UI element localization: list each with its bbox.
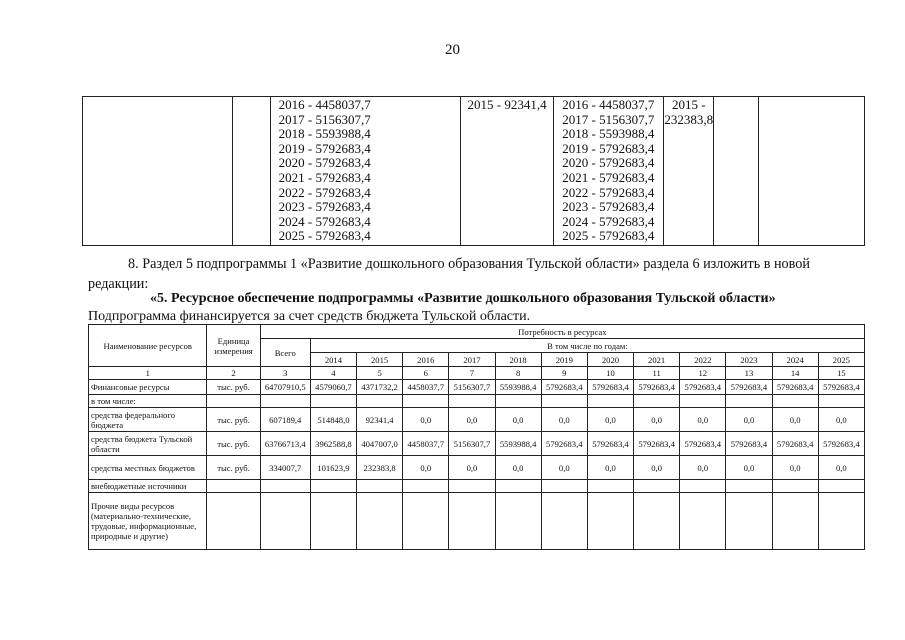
year-value-cell: 5156307,7 [449, 432, 495, 456]
year-value-cell [634, 493, 680, 550]
year-value-cell: 0,0 [587, 456, 633, 480]
year-value-cell [818, 395, 864, 408]
year-value-cell: 232383,8 [357, 456, 403, 480]
empty-cell [232, 97, 270, 246]
year-value-cell [726, 493, 772, 550]
year-value-cell: 5792683,4 [726, 432, 772, 456]
resource-name: средства бюджета Тульской области [89, 432, 207, 456]
funding-line: Подпрограмма финансируется за счет средств бюджета Тульской области. [88, 309, 531, 324]
total-cell: 607189,4 [260, 408, 310, 432]
page-number: 20 [445, 42, 460, 58]
total-cell: 64707910,5 [260, 380, 310, 395]
year-value-cell [634, 395, 680, 408]
year-value-cell [726, 480, 772, 493]
year-value-cell [680, 493, 726, 550]
year-value-cell [310, 480, 356, 493]
column-number: 2 [207, 367, 260, 380]
year-value-cell: 4047007,0 [357, 432, 403, 456]
year-value-cell [403, 395, 449, 408]
year-amount-line: 2023 - 5792683,4 [562, 199, 655, 215]
year-value-cell: 0,0 [634, 456, 680, 480]
column-number: 3 [260, 367, 310, 380]
total-cell [260, 480, 310, 493]
year-value-cell: 3962588,8 [310, 432, 356, 456]
year-amount-line: 2016 - 4458037,7 [562, 97, 655, 112]
year-value-cell: 0,0 [449, 408, 495, 432]
year-value-cell [403, 480, 449, 493]
resource-name: внебюджетные источники [89, 480, 207, 493]
year-value-cell [680, 395, 726, 408]
year-value-cell [357, 493, 403, 550]
resource-name: Прочие виды ресурсов (материально-технические, трудовые, информационные, природные и другие) [89, 493, 207, 550]
year-value-cell: 0,0 [772, 456, 818, 480]
year-amount-line: 2025 - 5792683,4 [562, 228, 655, 244]
column-number: 5 [357, 367, 403, 380]
year-header-2019: 2019 [541, 353, 587, 367]
year-value-cell: 0,0 [495, 408, 541, 432]
year-header-2015: 2015 [357, 353, 403, 367]
empty-cell [714, 97, 758, 246]
unit-cell [207, 480, 260, 493]
year-value-cell [680, 480, 726, 493]
year-value-cell: 5593988,4 [495, 380, 541, 395]
year-value-cell: 0,0 [818, 408, 864, 432]
year-value-cell [587, 395, 633, 408]
year-header-2025: 2025 [818, 353, 864, 367]
federal-2015-cell: 2015 - 92341,4 [460, 97, 553, 246]
year-value-cell [449, 395, 495, 408]
year-value-cell: 101623,9 [310, 456, 356, 480]
column-number: 8 [495, 367, 541, 380]
year-value-cell: 5792683,4 [772, 380, 818, 395]
total-cell [260, 395, 310, 408]
column-number: 9 [541, 367, 587, 380]
header-unit: Единица измерения [207, 325, 260, 367]
year-value-cell: 92341,4 [357, 408, 403, 432]
year-value-cell: 0,0 [726, 408, 772, 432]
years-list-a [270, 97, 460, 246]
header-by-years: В том числе по годам: [310, 339, 864, 353]
year-value-cell: 0,0 [726, 456, 772, 480]
column-number: 7 [449, 367, 495, 380]
year-value-cell: 5792683,4 [726, 380, 772, 395]
unit-cell [207, 493, 260, 550]
unit-cell [207, 395, 260, 408]
year-amount-line: 2019 - 5792683,4 [278, 140, 371, 156]
year-value-cell: 0,0 [403, 408, 449, 432]
column-number: 6 [403, 367, 449, 380]
year-amount-line: 2020 - 5792683,4 [278, 155, 371, 171]
table-row [89, 408, 865, 432]
table-row [89, 380, 865, 395]
year-amount-line: 2017 - 5156307,7 [278, 111, 371, 127]
unit-cell: тыс. руб. [207, 380, 260, 395]
year-value-cell [818, 493, 864, 550]
year-value-cell [818, 480, 864, 493]
header-need: Потребность в ресурсах [260, 325, 864, 339]
year-header-2014: 2014 [310, 353, 356, 367]
column-number: 15 [818, 367, 864, 380]
year-value-cell: 5792683,4 [772, 432, 818, 456]
year-value-cell [357, 480, 403, 493]
year-value-cell: 5792683,4 [680, 380, 726, 395]
year-value-cell: 5593988,4 [495, 432, 541, 456]
year-amount-line: 2018 - 5593988,4 [278, 126, 371, 142]
year-value-cell: 0,0 [680, 408, 726, 432]
table-row [89, 432, 865, 456]
column-number: 11 [634, 367, 680, 380]
year-value-cell [495, 480, 541, 493]
column-number: 4 [310, 367, 356, 380]
paragraph-8: 8. Раздел 5 подпрограммы 1 «Развитие дошкольного образования Тульской области» раздела 6 изложить в новой редакции: [88, 256, 810, 292]
year-value-cell: 4458037,7 [403, 432, 449, 456]
year-value-cell: 5792683,4 [541, 432, 587, 456]
year-amount-line: 2023 - 5792683,4 [278, 199, 371, 215]
total-cell [260, 493, 310, 550]
year-amount-line: 2021 - 5792683,4 [278, 169, 371, 185]
year-amount-line: 2017 - 5156307,7 [562, 111, 655, 127]
year-header-2018: 2018 [495, 353, 541, 367]
year-value-cell: 0,0 [634, 408, 680, 432]
empty-cell [758, 97, 864, 246]
year-amount-line: 2022 - 5792683,4 [278, 184, 371, 200]
resource-name: Финансовые ресурсы [89, 380, 207, 395]
table-row [89, 395, 865, 408]
year-amount-line: 2024 - 5792683,4 [278, 213, 371, 229]
table-row [89, 456, 865, 480]
year-value-cell: 5792683,4 [818, 380, 864, 395]
year-value-cell [587, 493, 633, 550]
year-value-cell: 5156307,7 [449, 380, 495, 395]
year-value-cell: 5792683,4 [541, 380, 587, 395]
year-value-cell [403, 493, 449, 550]
year-header-2022: 2022 [680, 353, 726, 367]
year-value-cell [310, 395, 356, 408]
year-value-cell [541, 480, 587, 493]
year-value-cell: 5792683,4 [634, 380, 680, 395]
year-value-cell: 0,0 [772, 408, 818, 432]
local-2015-cell [664, 97, 714, 246]
table-row [89, 493, 865, 550]
year-value-cell: 0,0 [541, 408, 587, 432]
year-header-2016: 2016 [403, 353, 449, 367]
year-value-cell [310, 493, 356, 550]
empty-cell [83, 97, 233, 246]
year-value-cell: 0,0 [818, 456, 864, 480]
year-value-cell: 4458037,7 [403, 380, 449, 395]
year-amount-line: 2024 - 5792683,4 [562, 213, 655, 229]
year-value-cell: 5792683,4 [587, 380, 633, 395]
year-value-cell: 0,0 [495, 456, 541, 480]
total-cell: 334007,7 [260, 456, 310, 480]
year-header-2020: 2020 [587, 353, 633, 367]
year-value-cell [495, 395, 541, 408]
year-value-cell: 4579060,7 [310, 380, 356, 395]
resource-name: средства местных бюджетов [89, 456, 207, 480]
header-total: Всего [260, 339, 310, 367]
year-value-cell: 0,0 [449, 456, 495, 480]
year-amount-line: 2016 - 4458037,7 [278, 97, 371, 112]
resource-name: средства федерального бюджета [89, 408, 207, 432]
year-value-cell [541, 395, 587, 408]
year-value-cell [357, 395, 403, 408]
year-value-cell [449, 480, 495, 493]
year-header-2021: 2021 [634, 353, 680, 367]
unit-cell: тыс. руб. [207, 432, 260, 456]
year-value-cell [449, 493, 495, 550]
unit-cell: тыс. руб. [207, 408, 260, 432]
year-value-cell: 4371732,2 [357, 380, 403, 395]
year-value-cell [772, 395, 818, 408]
year-amount-line: 2025 - 5792683,4 [278, 228, 371, 244]
year-value-cell [587, 480, 633, 493]
year-value-cell: 0,0 [403, 456, 449, 480]
year-value-cell [541, 493, 587, 550]
column-number: 1 [89, 367, 207, 380]
year-amount-line: 2021 - 5792683,4 [562, 169, 655, 185]
local-2015-line2: 232383,8 [664, 111, 714, 127]
year-amount-line: 2018 - 5593988,4 [562, 126, 655, 142]
year-value-cell [634, 480, 680, 493]
resource-name: в том числе: [89, 395, 207, 408]
column-number: 13 [726, 367, 772, 380]
header-name: Наименование ресурсов [89, 325, 207, 367]
year-value-cell [726, 395, 772, 408]
column-number: 10 [587, 367, 633, 380]
years-list-c [554, 97, 664, 246]
table-row [89, 480, 865, 493]
year-value-cell: 514848,0 [310, 408, 356, 432]
year-header-2023: 2023 [726, 353, 772, 367]
continuation-table [82, 96, 865, 246]
local-2015-line1: 2015 - [672, 97, 706, 112]
year-header-2024: 2024 [772, 353, 818, 367]
year-value-cell [495, 493, 541, 550]
year-value-cell: 0,0 [587, 408, 633, 432]
year-value-cell: 0,0 [680, 456, 726, 480]
year-value-cell: 5792683,4 [818, 432, 864, 456]
year-value-cell: 5792683,4 [634, 432, 680, 456]
year-header-2017: 2017 [449, 353, 495, 367]
year-value-cell: 5792683,4 [680, 432, 726, 456]
year-amount-line: 2019 - 5792683,4 [562, 140, 655, 156]
year-value-cell: 5792683,4 [587, 432, 633, 456]
year-amount-line: 2020 - 5792683,4 [562, 155, 655, 171]
column-number: 12 [680, 367, 726, 380]
year-amount-line: 2022 - 5792683,4 [562, 184, 655, 200]
year-value-cell [772, 480, 818, 493]
section-heading: «5. Ресурсное обеспечение подпрограммы «Развитие дошкольного образования Тульской области» [150, 291, 776, 306]
unit-cell: тыс. руб. [207, 456, 260, 480]
year-value-cell: 0,0 [541, 456, 587, 480]
resource-table [88, 324, 865, 550]
column-number: 14 [772, 367, 818, 380]
total-cell: 63766713,4 [260, 432, 310, 456]
year-value-cell [772, 493, 818, 550]
